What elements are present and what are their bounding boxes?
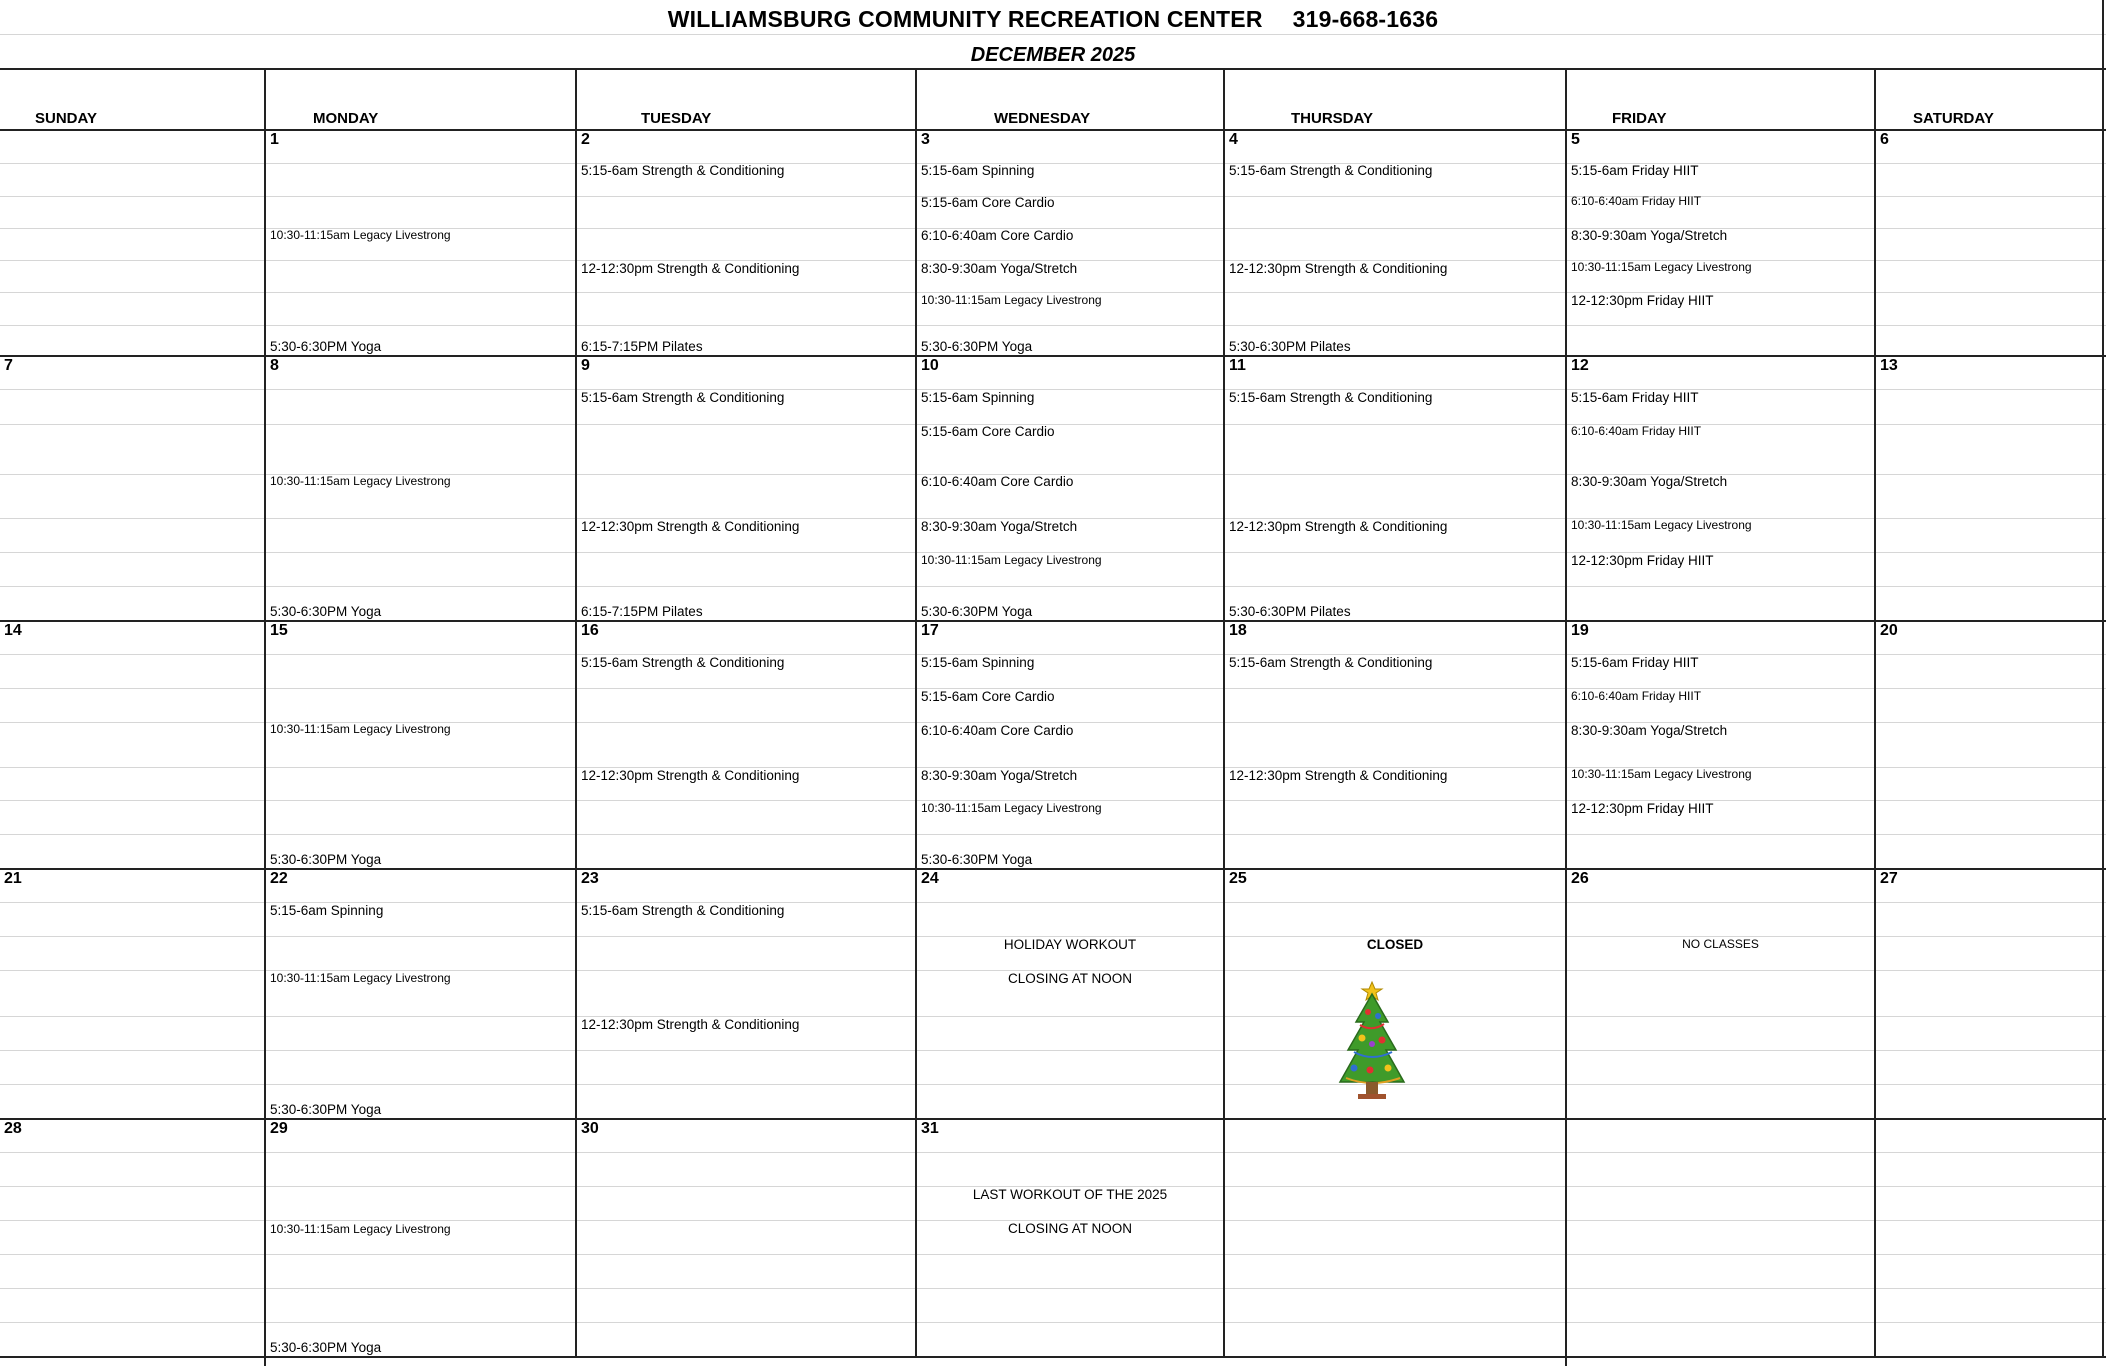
class-entry: 6:15-7:15PM Pilates: [581, 604, 703, 619]
class-entry: 8:30-9:30am Yoga/Stretch: [921, 519, 1078, 534]
class-entry: 8:30-9:30am Yoga/Stretch: [1571, 474, 1728, 489]
class-entry: 5:15-6am Strength & Conditioning: [581, 903, 785, 918]
center-name: WILLIAMSBURG COMMUNITY RECREATION CENTER: [667, 6, 1263, 32]
class-entry: 12-12:30pm Strength & Conditioning: [581, 768, 800, 783]
date-number: 1: [270, 131, 279, 148]
class-entry: 5:30-6:30PM Yoga: [270, 1102, 382, 1117]
class-entry: 5:15-6am Spinning: [270, 903, 384, 918]
date-number: 20: [1880, 622, 1898, 639]
class-entry: 5:30-6:30PM Pilates: [1229, 604, 1351, 619]
class-entry: 6:15-7:15PM Pilates: [581, 339, 703, 354]
class-entry: 5:15-6am Strength & Conditioning: [581, 390, 785, 405]
class-entry: 8:30-9:30am Yoga/Stretch: [1571, 228, 1728, 243]
day-header-thursday: THURSDAY: [1291, 110, 1373, 127]
date-number: 27: [1880, 870, 1898, 887]
class-entry: 12-12:30pm Friday HIIT: [1571, 553, 1714, 568]
class-entry: 10:30-11:15am Legacy Livestrong: [270, 1222, 451, 1236]
class-entry: 12-12:30pm Strength & Conditioning: [581, 519, 800, 534]
class-entry: 6:10-6:40am Friday HIIT: [1571, 194, 1702, 208]
date-number: 26: [1571, 870, 1589, 887]
class-entry: 5:15-6am Core Cardio: [921, 689, 1055, 704]
date-number: 12: [1571, 357, 1589, 374]
class-entry: 5:15-6am Strength & Conditioning: [1229, 163, 1433, 178]
class-entry: 10:30-11:15am Legacy Livestrong: [921, 553, 1102, 567]
date-number: 9: [581, 357, 590, 374]
class-entry: 5:15-6am Core Cardio: [921, 195, 1055, 210]
date-number: 16: [581, 622, 599, 639]
class-entry: 5:30-6:30PM Yoga: [921, 852, 1033, 867]
phone-number: 319-668-1636: [1292, 6, 1439, 32]
class-entry: 8:30-9:30am Yoga/Stretch: [1571, 723, 1728, 738]
date-number: 25: [1229, 870, 1247, 887]
class-entry: 5:15-6am Core Cardio: [921, 424, 1055, 439]
class-entry: 10:30-11:15am Legacy Livestrong: [1571, 767, 1752, 781]
date-number: 21: [4, 870, 22, 887]
day-header-monday: MONDAY: [313, 110, 379, 127]
date-number: 15: [270, 622, 288, 639]
date-number: 23: [581, 870, 599, 887]
class-entry: 5:15-6am Strength & Conditioning: [581, 163, 785, 178]
date-number: 11: [1229, 357, 1246, 374]
date-number: 19: [1571, 622, 1589, 639]
date-number: 2: [581, 131, 590, 148]
class-entry: 12-12:30pm Strength & Conditioning: [581, 1017, 800, 1032]
class-entry: 5:15-6am Friday HIIT: [1571, 163, 1699, 178]
date-number: 13: [1880, 357, 1898, 374]
class-entry: 8:30-9:30am Yoga/Stretch: [921, 768, 1078, 783]
class-entry: 10:30-11:15am Legacy Livestrong: [270, 228, 451, 242]
class-entry: 8:30-9:30am Yoga/Stretch: [921, 261, 1078, 276]
date-number: 6: [1880, 131, 1889, 148]
date-number: 5: [1571, 131, 1580, 148]
class-entry: 10:30-11:15am Legacy Livestrong: [1571, 260, 1752, 274]
christmas-tree-icon: [1330, 980, 1414, 1110]
date-number: 31: [921, 1120, 939, 1137]
date-number: 10: [921, 357, 939, 374]
class-entry: 5:30-6:30PM Yoga: [270, 852, 382, 867]
class-entry: 12-12:30pm Friday HIIT: [1571, 801, 1714, 816]
date-number: 17: [921, 622, 939, 639]
class-entry: 5:15-6am Strength & Conditioning: [1229, 390, 1433, 405]
holiday-note: HOLIDAY WORKOUT: [1003, 937, 1137, 952]
class-entry: 6:10-6:40am Core Cardio: [921, 228, 1074, 243]
class-entry: 5:15-6am Strength & Conditioning: [1229, 655, 1433, 670]
day-header-wednesday: WEDNESDAY: [994, 110, 1091, 127]
date-number: 24: [921, 870, 939, 887]
class-entry: 5:30-6:30PM Yoga: [270, 339, 382, 354]
date-number: 29: [270, 1120, 288, 1137]
class-entry: 10:30-11:15am Legacy Livestrong: [270, 971, 451, 985]
closed-note: CLOSED: [1366, 937, 1424, 952]
class-entry: 12-12:30pm Strength & Conditioning: [1229, 519, 1448, 534]
class-entry: 6:10-6:40am Core Cardio: [921, 474, 1074, 489]
holiday-note: CLOSING AT NOON: [1007, 1221, 1133, 1236]
day-header-friday: FRIDAY: [1612, 110, 1667, 127]
class-entry: 5:30-6:30PM Yoga: [921, 339, 1033, 354]
class-entry: 12-12:30pm Strength & Conditioning: [1229, 261, 1448, 276]
page-title: [0, 6, 2106, 33]
class-entry: 10:30-11:15am Legacy Livestrong: [921, 801, 1102, 815]
class-entry: 5:15-6am Friday HIIT: [1571, 390, 1699, 405]
date-number: 8: [270, 357, 279, 374]
date-number: 3: [921, 131, 930, 148]
class-entry: 12-12:30pm Strength & Conditioning: [581, 261, 800, 276]
class-entry: 6:10-6:40am Friday HIIT: [1571, 689, 1702, 703]
class-entry: 6:10-6:40am Friday HIIT: [1571, 424, 1702, 438]
date-number: 28: [4, 1120, 22, 1137]
class-entry: 6:10-6:40am Core Cardio: [921, 723, 1074, 738]
class-entry: 12-12:30pm Friday HIIT: [1571, 293, 1714, 308]
day-header-saturday: SATURDAY: [1913, 110, 1994, 127]
class-entry: 10:30-11:15am Legacy Livestrong: [270, 474, 451, 488]
class-entry: 5:30-6:30PM Yoga: [270, 604, 382, 619]
holiday-note: LAST WORKOUT OF THE 2025: [972, 1187, 1168, 1202]
class-entry: 5:30-6:30PM Yoga: [921, 604, 1033, 619]
class-entry: 10:30-11:15am Legacy Livestrong: [1571, 518, 1752, 532]
date-number: 14: [4, 622, 22, 639]
class-entry: 5:15-6am Strength & Conditioning: [581, 655, 785, 670]
class-entry: 5:15-6am Spinning: [921, 655, 1035, 670]
class-entry: 12-12:30pm Strength & Conditioning: [1229, 768, 1448, 783]
day-header-sunday: SUNDAY: [35, 110, 97, 127]
class-entry: 5:15-6am Friday HIIT: [1571, 655, 1699, 670]
month-title: DECEMBER 2025: [970, 44, 1136, 66]
class-entry: 5:15-6am Spinning: [921, 163, 1035, 178]
date-number: 22: [270, 870, 288, 887]
date-number: 4: [1229, 131, 1238, 148]
date-number: 7: [4, 357, 13, 374]
class-entry: 10:30-11:15am Legacy Livestrong: [921, 293, 1102, 307]
class-entry: 5:15-6am Spinning: [921, 390, 1035, 405]
class-entry: 5:30-6:30PM Yoga: [270, 1340, 382, 1355]
class-entry: 10:30-11:15am Legacy Livestrong: [270, 722, 451, 736]
date-number: 18: [1229, 622, 1247, 639]
date-number: 30: [581, 1120, 599, 1137]
class-entry: 5:30-6:30PM Pilates: [1229, 339, 1351, 354]
day-header-tuesday: TUESDAY: [641, 110, 712, 127]
no-classes-note: NO CLASSES: [1682, 937, 1759, 951]
holiday-note: CLOSING AT NOON: [1007, 971, 1133, 986]
